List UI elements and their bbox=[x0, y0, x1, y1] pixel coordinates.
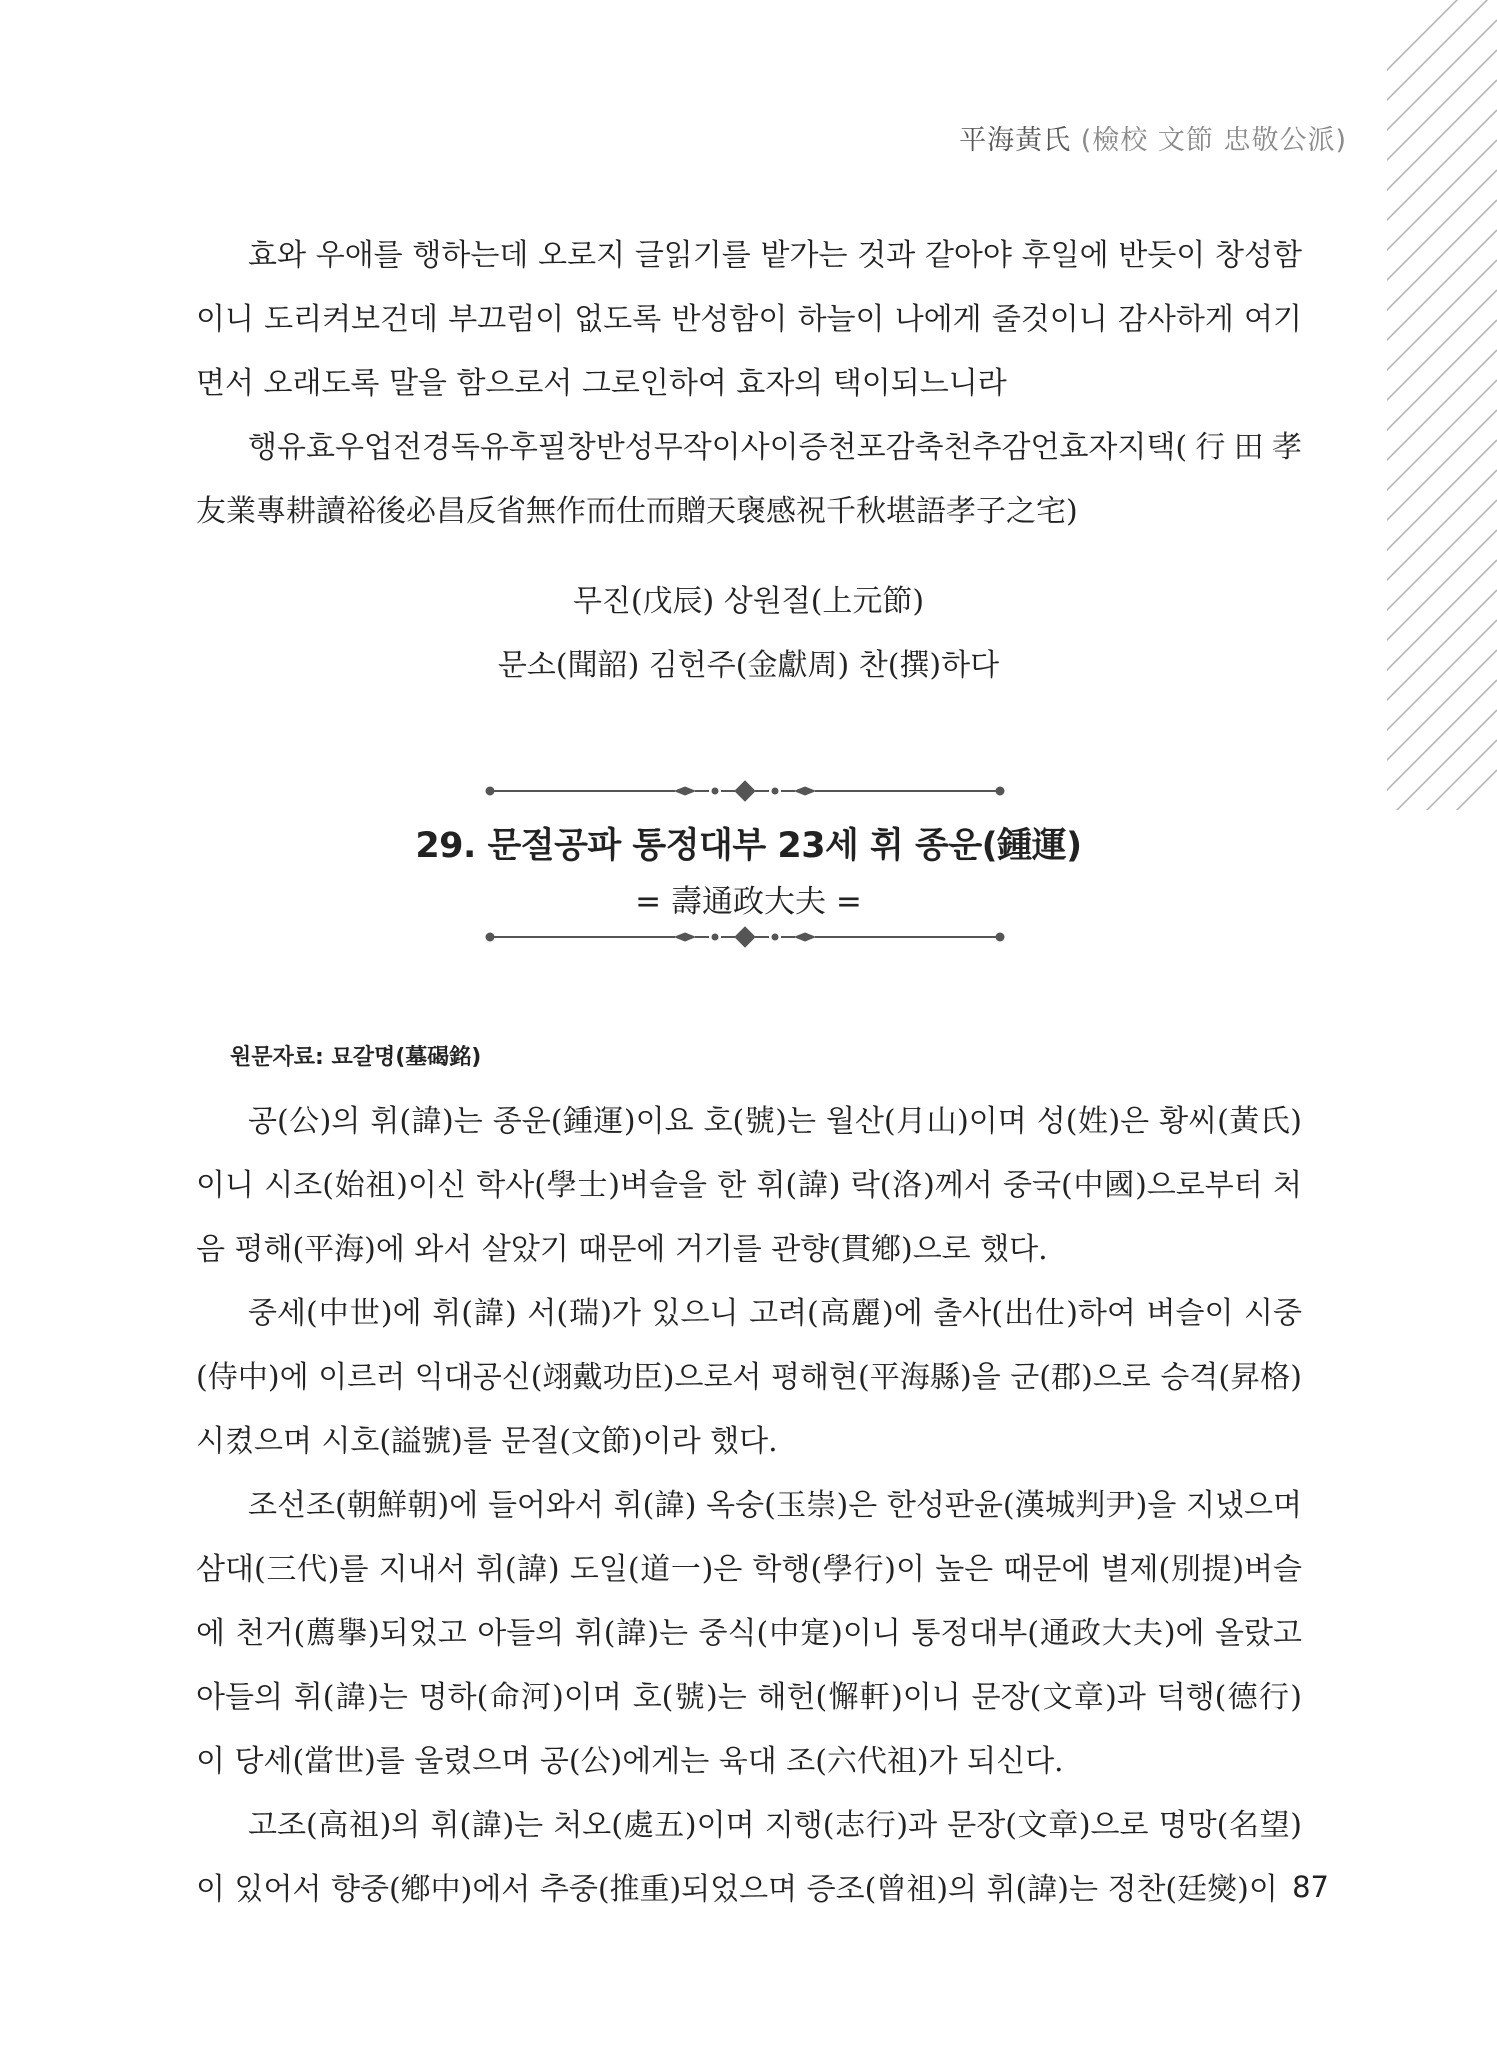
signature-author: 문소(聞韶) 김헌주(金獻周) 찬(撰)하다 bbox=[497, 648, 1000, 683]
main-text-block bbox=[196, 1090, 1302, 1922]
ornament-divider-top bbox=[485, 779, 1005, 803]
page-number: 87 bbox=[1292, 1870, 1329, 1904]
running-header-subtitle: (檢校 文節 忠敬公派) bbox=[1080, 125, 1347, 156]
running-header bbox=[959, 118, 1347, 157]
signature-date: 무진(戊辰) 상원절(上元節) bbox=[572, 584, 925, 619]
section-subtitle: = 壽通政大夫 = bbox=[635, 884, 862, 920]
intro-text-block bbox=[196, 224, 1302, 544]
main-paragraph: 조선조(朝鮮朝)에 들어와서 휘(諱) 옥숭(玉崇)은 한성판윤(漢城判尹)을 지냈으며 삼대(三代)를 지내서 휘(諱) 도일(道一)은 학행(學行)이 높은 때문에 별제(別提)벼슬에 천거(薦擧)되었고 아들의 휘(諱)는 중식(中寔)이니 통정대부(通政大夫)에 올랐고 아들의 휘(諱)는 명하(命河)이며 호(號)는 해헌(懈軒)이니 문장(文章)과 덕행(德行)이 당세(當世)를 울렸으며 공(公)에게는 육대 조(六代祖)가 되신다. bbox=[196, 1488, 1302, 1779]
main-paragraph: 공(公)의 휘(諱)는 종운(鍾運)이요 호(號)는 월산(月山)이며 성(姓)은 황씨(黃氏)이니 시조(始祖)이신 학사(學士)벼슬을 한 휘(諱) 락(洛)께서 중국(中國)으로부터 처음 평해(平海)에 와서 살았기 때문에 거기를 관향(貫鄕)으로 했다. bbox=[196, 1104, 1302, 1267]
intro-paragraph: 효와 우애를 행하는데 오로지 글읽기를 밭가는 것과 같아야 후일에 반듯이 창성함이니 도리켜보건데 부끄럼이 없도록 반성함이 하늘이 나에게 줄것이니 감사하게 여기면서 오래도록 말을 함으로서 그로인하여 효자의 택이되느니라 bbox=[196, 238, 1302, 401]
main-paragraph: 고조(高祖)의 휘(諱)는 처오(處五)이며 지행(志行)과 문장(文章)으로 명망(名望)이 있어서 향중(鄕中)에서 추중(推重)되었으며 증조(曾祖)의 휘(諱)는 정찬(廷爕)이 bbox=[196, 1808, 1302, 1907]
ornament-divider-bottom bbox=[485, 925, 1005, 949]
section-title: 29. 문절공파 통정대부 23세 휘 종운(鍾運) bbox=[415, 826, 1082, 866]
source-label: 원문자료: 묘갈명(墓碣銘) bbox=[230, 1045, 482, 1070]
intro-paragraph: 행유효우업전경독유후필창반성무작이사이증천포감축천추감언효자지택(行田孝友業專耕讀裕後必昌反省無作而仕而贈天襃感祝千秋堪語孝子之宅) bbox=[196, 430, 1302, 529]
signature-block bbox=[0, 570, 1497, 698]
main-paragraph: 중세(中世)에 휘(諱) 서(瑞)가 있으니 고려(高麗)에 출사(出仕)하여 벼슬이 시중(侍中)에 이르러 익대공신(翊戴功臣)으로서 평해현(平海縣)을 군(郡)으로 승격(昇格)시켰으며 시호(謚號)를 문절(文節)이라 했다. bbox=[196, 1296, 1302, 1459]
running-header-title: 平海黃氏 bbox=[959, 125, 1072, 156]
